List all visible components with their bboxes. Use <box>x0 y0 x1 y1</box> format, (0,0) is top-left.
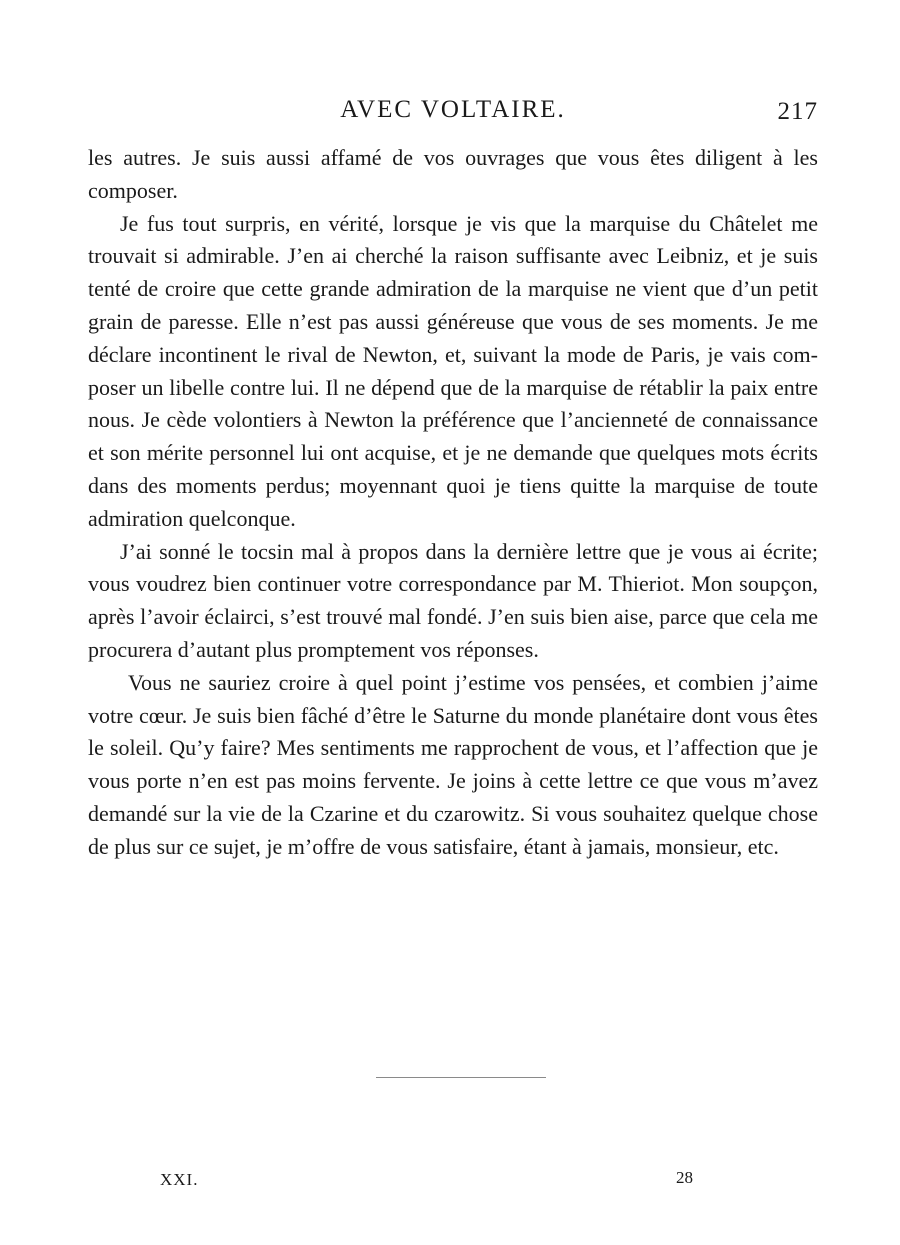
paragraph: J’ai sonné le tocsin mal à propos dans la dernière lettre que je vous ai écrite; vous voudrez bien continuer votre correspondance par M. Thieriot. Mon soupçon, après l’avoir éclairci, s’est trouvé mal fondé. J’en suis bien aise, parce que cela me procurera d’autant plus promptement vos réponses. <box>88 538 818 662</box>
running-title: AVEC VOLTAIRE. <box>340 96 566 123</box>
paragraph: Vous ne sauriez croire à quel point j’estime vos pensées, et combien j’aime votre cœur. Je suis bien fâché d’être le Saturne du monde planétaire dont vous êtes le soleil. Qu’y faire? Mes sentiments me rapprochent de vous, et l’affection que je vous porte n’en est pas moins fervente. Je joins à cette lettre ce que vous m’avez demandé sur la vie de la Czarine et du czarowitz. Si vous souhaitez quelque chose de plus sur ce sujet, je m’offre de vous satisfaire, étant à jamais, monsieur, etc. <box>88 669 818 859</box>
end-rule-divider <box>376 1077 546 1078</box>
signature-mark: XXI. <box>160 1170 199 1189</box>
sheet-number: 28 <box>676 1168 693 1187</box>
paragraph: Je fus tout surpris, en vérité, lorsque je vis que la marquise du Châtelet me trouvait si admirable. J’en ai cherché la raison suffisante avec Leibniz, et je suis tenté de croire que cette grande admiration de la marquise ne vient que d’un petit grain de paresse. Elle n’est pas aussi généreuse que vous de ses moments. Je me déclare incontinent le rival de Newton, et, suivant la mode de Paris, je vais composer un libelle contre lui. Il ne dépend que de la marquise de rétablir la paix entre nous. Je cède volontiers à Newton la préférence que l’ancienneté de connaissance et son mérite personnel lui ont acquise, et je ne demande que quelques mots écrits dans des moments perdus; moyennant quoi je tiens quitte la marquise de toute admiration quelconque. <box>88 210 818 531</box>
paragraph-continuation: les autres. Je suis aussi affamé de vos ouvrages que vous êtes diligent à les composer. <box>88 145 818 203</box>
letter-body <box>88 142 818 864</box>
page-number: 217 <box>777 98 818 125</box>
page-header <box>88 96 818 132</box>
